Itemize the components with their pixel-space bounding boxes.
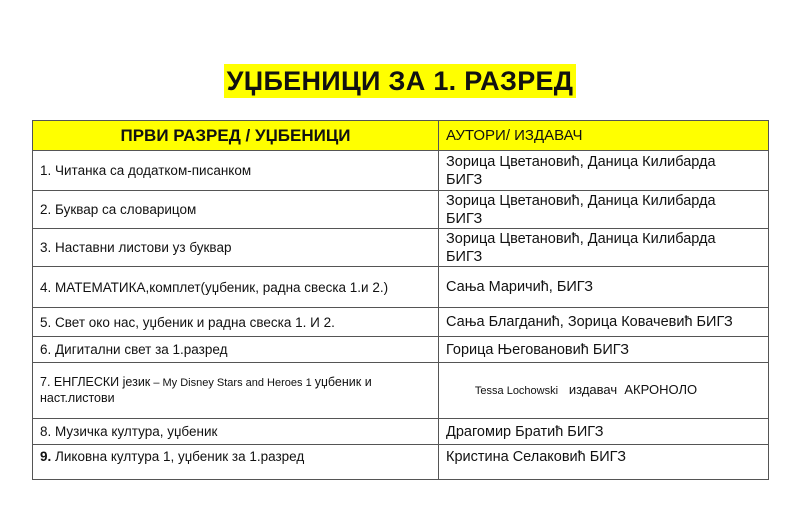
author-cell: Драгомир Братић БИГЗ — [439, 419, 769, 445]
table-header-row — [33, 121, 769, 151]
author-name: Зорица Цветановић, Даница Килибарда — [446, 153, 716, 170]
book-series-name: – My Disney Stars and Heroes 1 — [150, 377, 315, 389]
author-cell: Сања Маричић, БИГЗ — [439, 267, 769, 308]
author-cell: Горица Његовановић БИГЗ — [439, 337, 769, 363]
author-cell — [439, 151, 769, 191]
table-row — [33, 445, 769, 480]
table-row — [33, 191, 769, 229]
book-title: 2. Буквар са словарицом — [33, 191, 439, 229]
book-title — [33, 363, 439, 419]
author-name: Tessa Lochowski — [474, 385, 559, 397]
table-row — [33, 363, 769, 419]
book-title: 8. Музичка култура, уџбеник — [33, 419, 439, 445]
book-title: 1. Читанка са додатком-писанком — [33, 151, 439, 191]
author-cell: Кристина Селаковић БИГЗ — [439, 445, 769, 480]
publisher-name: БИГЗ — [446, 248, 483, 265]
author-cell: Сања Благданић, Зорица Ковачевић БИГЗ — [439, 308, 769, 337]
table-row — [33, 419, 769, 445]
publisher-name: БИГЗ — [446, 210, 483, 227]
author-cell — [439, 363, 769, 419]
book-title-text: Ликовна култура 1, уџбеник за 1.разред — [51, 449, 305, 464]
author-name: Зорица Цветановић, Даница Килибарда — [446, 230, 716, 247]
table-row — [33, 151, 769, 191]
book-number: 9. — [40, 449, 52, 464]
book-title: 6. Дигитални свет за 1.разред — [33, 337, 439, 363]
book-title-suffix: уџбеник и наст.листови — [40, 375, 372, 405]
table-row — [33, 229, 769, 267]
table-row — [33, 337, 769, 363]
publisher-name: БИГЗ — [446, 171, 483, 188]
author-cell — [439, 229, 769, 267]
book-title: 5. Свет око нас, уџбеник и радна свеска 1. И 2. — [33, 308, 439, 337]
header-authors-publisher: АУТОРИ/ ИЗДАВАЧ — [439, 121, 769, 151]
author-cell — [439, 191, 769, 229]
table-row — [33, 308, 769, 337]
header-textbooks: ПРВИ РАЗРЕД / УЏБЕНИЦИ — [33, 121, 439, 151]
book-title: 4. МАТЕМАТИКА,комплет(уџбеник, радна свеска 1.и 2.) — [33, 267, 439, 308]
publisher-name: издавач АКРОНОЛО — [558, 382, 698, 397]
table-row — [33, 267, 769, 308]
book-title-prefix: 7. ЕНГЛЕСКИ језик — [40, 375, 151, 389]
book-title: 3. Наставни листови уз буквар — [33, 229, 439, 267]
book-title — [33, 445, 439, 480]
textbook-table — [32, 120, 769, 480]
author-name: Зорица Цветановић, Даница Килибарда — [446, 192, 716, 209]
page-title: УЏБЕНИЦИ ЗА 1. РАЗРЕД — [224, 64, 577, 98]
